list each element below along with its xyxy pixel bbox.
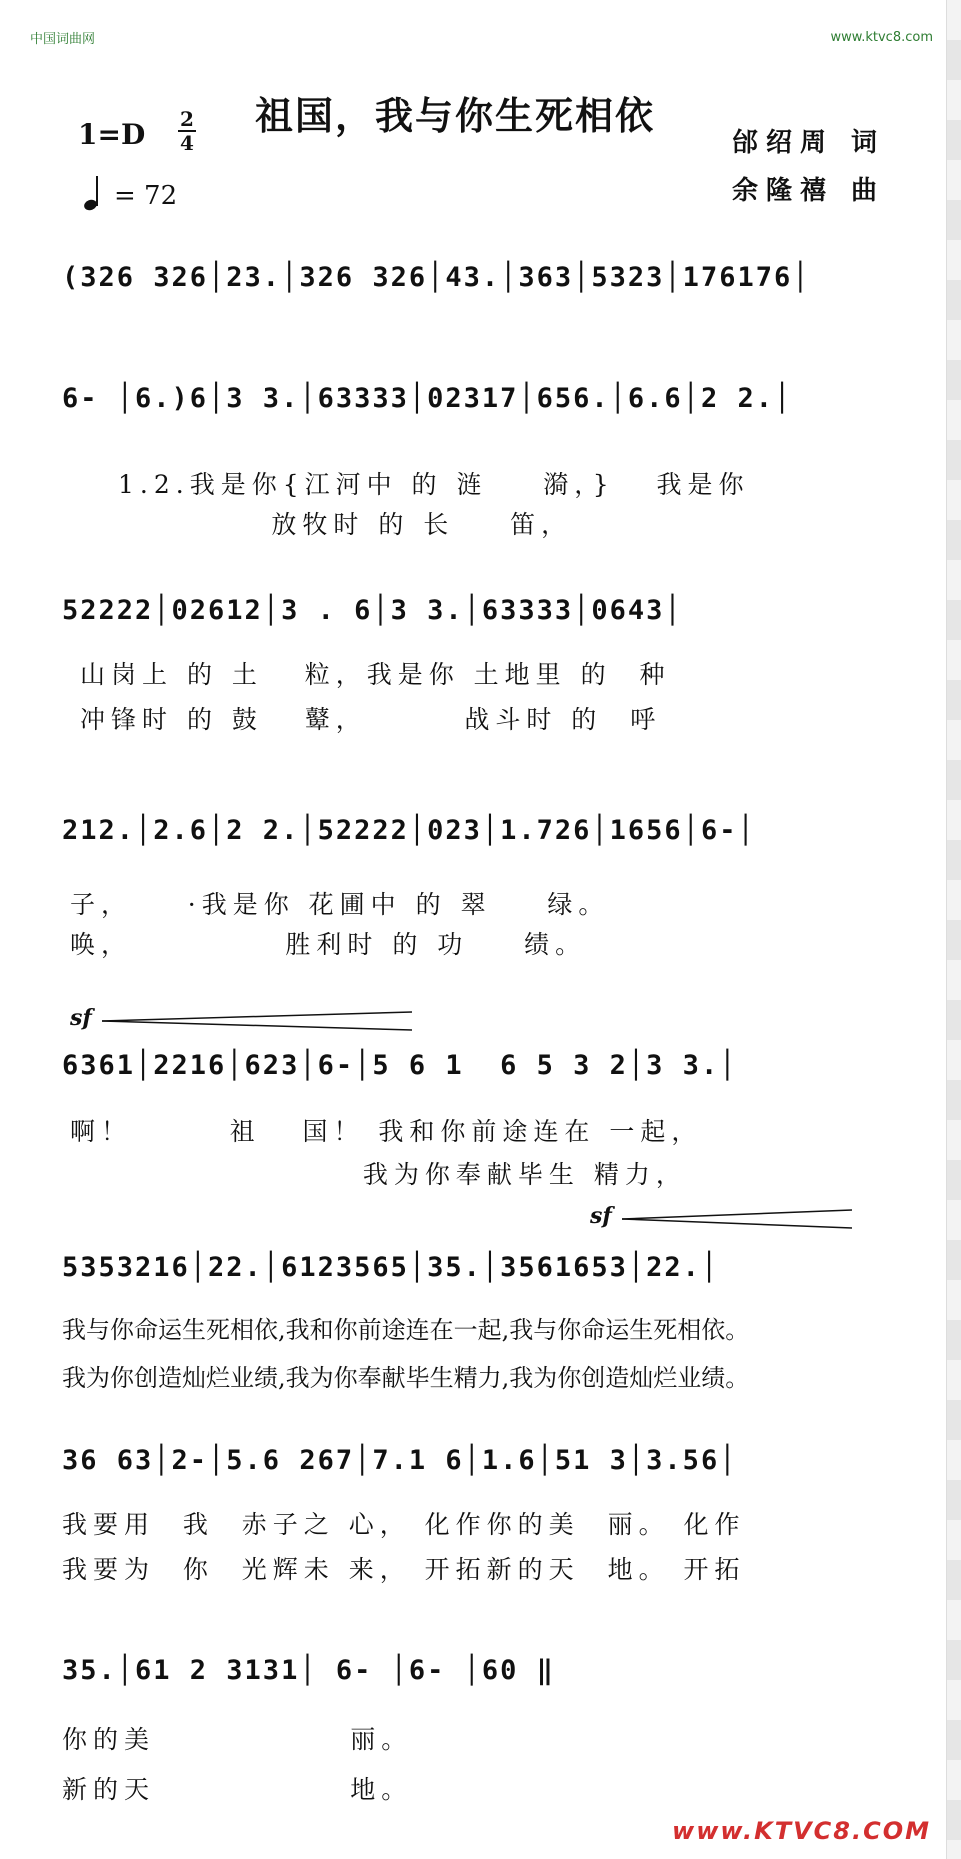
lyric-line-2b: 放牧时 的 长 笛， [118,510,573,539]
site-url-right: www.ktvc8.com [830,30,933,45]
music-line-2: 6- │6.)6│3 3.│63333│02317│656.│6.6│2 2.│ [62,383,793,414]
lyric-line-7a: 我要用 我 赤子之 心， 化作你的美 丽。 化作 [62,1510,746,1539]
dynamic-sf-2: sf [590,1203,612,1229]
music-line-6: 5353216│22.│6123565│35.│3561653│22.│ [62,1252,720,1283]
lyric-line-5b: 我为你奉献毕生 精力， [70,1160,687,1189]
crescendo-hairpin-1 [102,1010,412,1028]
music-line-7: 36 63│2-│5.6 267│7.1 6│1.6│51 3│3.56│ [62,1445,738,1476]
lyric-line-3a: 山岗上 的 土 粒，我是你 土地里 的 种 [80,660,671,689]
lyric-line-5a: 啊！ 祖 国！ 我和你前途连在 一起， [70,1117,703,1146]
composer-credit: 余隆禧 曲 [732,176,886,206]
music-line-4: 212.│2.6│2 2.│52222│023│1.726│1656│6-│ [62,815,756,846]
lyric-line-4a: 子， ·我是你 花圃中 的 翠 绿。 [70,890,610,919]
song-title: 祖国，我与你生死相依 [255,93,656,138]
tempo-value: = 72 [114,181,178,211]
crescendo-hairpin-2 [622,1208,852,1226]
lyricist-credit: 邰绍周 词 [732,128,886,158]
time-signature-bottom: 4 [180,131,194,155]
site-watermark-logo: www.KTVC8.COM [672,1817,931,1845]
lyric-line-4b: 唤， 胜利时 的 功 绩。 [70,930,587,959]
lyric-line-6a: 我与你命运生死相依,我和你前途连在一起,我与你命运生死相依。 [62,1316,750,1344]
lyric-line-2a: 1.2.我是你{江河中 的 涟 漪，} 我是你 [118,470,750,499]
time-signature [176,108,198,154]
music-line-3: 52222│02612│3 . 6│3 3.│63333│0643│ [62,595,683,626]
lyric-line-6b: 我为你创造灿烂业绩,我为你奉献毕生精力,我为你创造灿烂业绩。 [62,1364,750,1392]
key-signature: 1=D [78,118,146,151]
music-line-5: 6361│2216│623│6-│5 6 1 6 5 3 2│3 3.│ [62,1050,738,1081]
site-name-left: 中国词曲网 [30,32,96,47]
dynamic-sf-1: sf [70,1005,92,1031]
tempo-marking [84,176,177,211]
music-line-1: (326 326│23.│326 326│43.│363│5323│176176│ [62,262,811,293]
lyric-line-7b: 我要为 你 光辉未 来， 开拓新的天 地。 开拓 [62,1555,746,1584]
lyric-line-3b: 冲锋时 的 鼓 鼙， 战斗时 的 呼 [80,705,662,734]
quarter-note-icon [84,176,104,210]
lyric-line-8a: 你的美 丽。 [62,1725,413,1754]
time-signature-top: 2 [180,107,194,131]
side-watermark-strip [946,0,961,1859]
music-line-8: 35.│61 2 3131│ 6- │6- │60 ‖ [62,1655,555,1686]
lyric-line-8b: 新的天 地。 [62,1775,413,1804]
